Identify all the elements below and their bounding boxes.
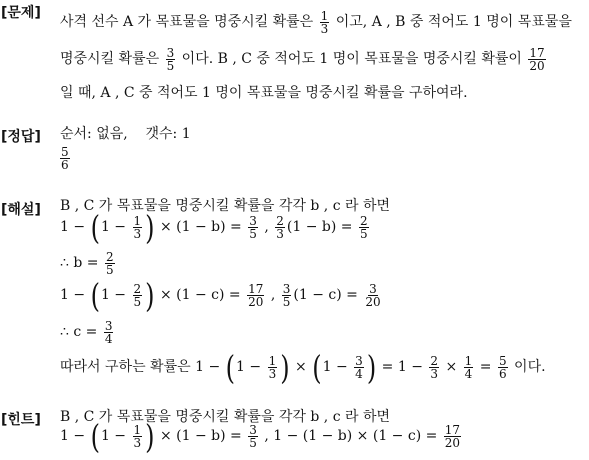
fraction-2-3 <box>275 215 285 240</box>
numerator: 3 <box>369 282 377 296</box>
denominator: 20 <box>529 59 545 74</box>
fraction-2-3 <box>429 355 439 380</box>
math-text: (1 − b) <box>176 219 226 236</box>
numerator: 17 <box>444 423 461 437</box>
math-text: × <box>290 359 312 376</box>
problem-label: [문제] <box>1 5 41 21</box>
problem-line-3 <box>60 86 585 101</box>
denominator: 4 <box>464 367 473 382</box>
numerator: 1 <box>133 423 142 437</box>
fraction-5-6 <box>498 355 508 380</box>
numerator: 2 <box>430 354 439 368</box>
solution-text: 이다. <box>509 359 546 376</box>
denominator: 5 <box>133 295 142 310</box>
paren: ) <box>145 417 155 456</box>
denominator: 20 <box>248 295 264 310</box>
fraction-3-5 <box>248 215 258 240</box>
math-text: 1 <box>60 219 69 236</box>
denominator: 20 <box>444 436 461 451</box>
math-text: − <box>204 359 225 376</box>
math-text: − <box>109 428 131 445</box>
math-text: 1 <box>100 219 110 236</box>
paren: ( <box>312 348 322 387</box>
math-text: , <box>266 287 280 304</box>
math-text: × <box>155 287 177 304</box>
denominator: 4 <box>355 367 363 382</box>
denominator: 4 <box>104 332 113 347</box>
denominator: 5 <box>249 436 257 451</box>
numerator: 1 <box>133 214 142 228</box>
numerator: 3 <box>282 282 291 296</box>
denominator: 3 <box>320 22 329 37</box>
math-text: × <box>155 219 177 236</box>
math-text: (1 − b) <box>176 428 226 445</box>
numerator: 3 <box>355 354 363 368</box>
paren: ( <box>90 276 100 315</box>
numerator: 3 <box>104 319 113 333</box>
solution-final-line <box>60 348 585 387</box>
math-text: − <box>68 428 90 445</box>
denominator: 5 <box>166 59 175 74</box>
numerator: 17 <box>248 282 264 296</box>
numerator: 3 <box>166 46 175 60</box>
numerator: 5 <box>61 145 69 159</box>
denominator: 20 <box>365 295 381 310</box>
denominator: 5 <box>282 295 291 310</box>
math-text: − <box>68 287 90 304</box>
math-text: 1 <box>273 428 283 445</box>
solution-text: 따라서 구하는 확률은 <box>60 359 196 376</box>
fraction-17-20 <box>247 283 264 308</box>
numerator: 1 <box>268 354 277 368</box>
math-text: c = <box>68 324 102 341</box>
math-text: 1 <box>195 359 204 376</box>
fraction-1-3 <box>268 355 278 380</box>
fraction-2-5 <box>359 215 369 240</box>
math-text: − <box>331 359 353 376</box>
answer-text: 순서: 없음, 갯수: 1 <box>60 126 191 142</box>
paren: ( <box>90 208 100 247</box>
fraction-3-5 <box>166 47 176 72</box>
problem-line-1 <box>60 10 585 35</box>
math-text: = <box>475 359 496 376</box>
fraction-1-3 <box>320 10 330 35</box>
math-text: − <box>109 287 131 304</box>
problem-line-2 <box>60 47 585 72</box>
fraction-1-3 <box>133 424 143 449</box>
math-text: , <box>259 428 274 445</box>
solution-text: B , C 가 목표물을 명중시킬 확률을 각각 b , c 라 하면 <box>60 198 391 214</box>
math-text: − <box>406 359 428 376</box>
math-text: (1 − c) <box>293 287 342 304</box>
solution-equation-2 <box>60 276 585 315</box>
denominator: 3 <box>268 367 277 382</box>
denominator: 3 <box>276 227 284 242</box>
numerator: 2 <box>105 250 114 264</box>
fraction-3-20 <box>364 283 381 308</box>
math-text: (1 − b) × (1 − c) <box>302 428 422 445</box>
numerator: 3 <box>249 423 257 437</box>
answer-line <box>60 127 585 142</box>
math-text: − <box>244 359 266 376</box>
numerator: 1 <box>320 9 329 23</box>
denominator: 6 <box>61 158 69 173</box>
hint-label: [힌트] <box>1 412 41 428</box>
numerator: 1 <box>464 354 473 368</box>
fraction-1-4 <box>464 355 474 380</box>
paren: ) <box>145 208 155 247</box>
math-text: 1 <box>236 359 245 376</box>
solution-c-value <box>60 320 585 345</box>
math-text: = <box>224 287 246 304</box>
math-text: 1 <box>60 287 69 304</box>
paren: ) <box>366 348 377 387</box>
math-text: (1 − c) <box>176 287 225 304</box>
fraction-3-4 <box>354 355 364 380</box>
paren: ( <box>90 417 100 456</box>
math-text: − <box>282 428 303 445</box>
paren: ( <box>225 348 236 387</box>
problem-text: 일 때, A , C 중 적어도 1 명이 목표물을 명중시킬 확률을 구하여라. <box>60 85 468 101</box>
math-text: = <box>421 428 442 445</box>
fraction-3-5 <box>282 283 292 308</box>
numerator: 2 <box>359 214 368 228</box>
fraction-2-5 <box>133 283 143 308</box>
denominator: 3 <box>430 367 439 382</box>
math-text: × <box>441 359 462 376</box>
math-text: 1 <box>100 287 110 304</box>
problem-text: 사격 선수 A 가 목표물을 명중시킬 확률은 <box>60 14 318 31</box>
math-text: = <box>341 287 363 304</box>
numerator: 5 <box>498 354 507 368</box>
fraction-17-20 <box>444 424 461 449</box>
math-text: − <box>68 219 90 236</box>
solution-label: [해설] <box>1 202 41 218</box>
denominator: 5 <box>105 263 114 278</box>
math-text: 1 <box>100 428 110 445</box>
fraction-3-5 <box>248 424 258 449</box>
fraction-17-20 <box>528 47 545 72</box>
answer-label: [정답] <box>1 129 41 145</box>
denominator: 5 <box>359 227 368 242</box>
math-text: b = <box>68 255 103 272</box>
numerator: 2 <box>133 282 142 296</box>
math-text: 1 <box>60 428 69 445</box>
math-text: 1 <box>397 359 407 376</box>
numerator: 3 <box>249 214 257 228</box>
fraction-3-4 <box>104 320 114 345</box>
math-text: − <box>109 219 131 236</box>
solution-b-value <box>60 251 585 276</box>
numerator: 2 <box>276 214 284 228</box>
paren: ) <box>280 348 290 387</box>
therefore-symbol: ∴ <box>60 324 69 341</box>
therefore-symbol: ∴ <box>60 255 69 272</box>
problem-text: 이고, A , B 중 적어도 1 명이 목표물을 <box>331 14 572 31</box>
solution-equation-1 <box>60 208 585 247</box>
fraction-1-3 <box>133 215 143 240</box>
math-text: , <box>259 219 274 236</box>
fraction-5-6 <box>60 146 70 171</box>
problem-text: 이다. B , C 중 적어도 1 명이 목표물을 명중시킬 확률이 <box>177 51 527 68</box>
math-text: × <box>155 428 177 445</box>
math-text: = <box>225 428 247 445</box>
math-text: = <box>336 219 357 236</box>
math-text: (1 − b) <box>286 219 337 236</box>
fraction-2-5 <box>105 251 115 276</box>
math-text: = <box>377 359 398 376</box>
math-text: 1 <box>322 359 332 376</box>
numerator: 17 <box>529 46 545 60</box>
denominator: 5 <box>249 227 257 242</box>
solution-line-1 <box>60 199 585 214</box>
paren: ) <box>145 276 155 315</box>
answer-value <box>60 146 585 171</box>
denominator: 3 <box>133 227 142 242</box>
denominator: 3 <box>133 436 142 451</box>
math-text: = <box>225 219 247 236</box>
denominator: 6 <box>498 367 507 382</box>
hint-text: B , C 가 목표물을 명중시킬 확률을 각각 b , c 라 하면 <box>60 409 391 425</box>
problem-text: 명중시킬 확률은 <box>60 51 164 68</box>
